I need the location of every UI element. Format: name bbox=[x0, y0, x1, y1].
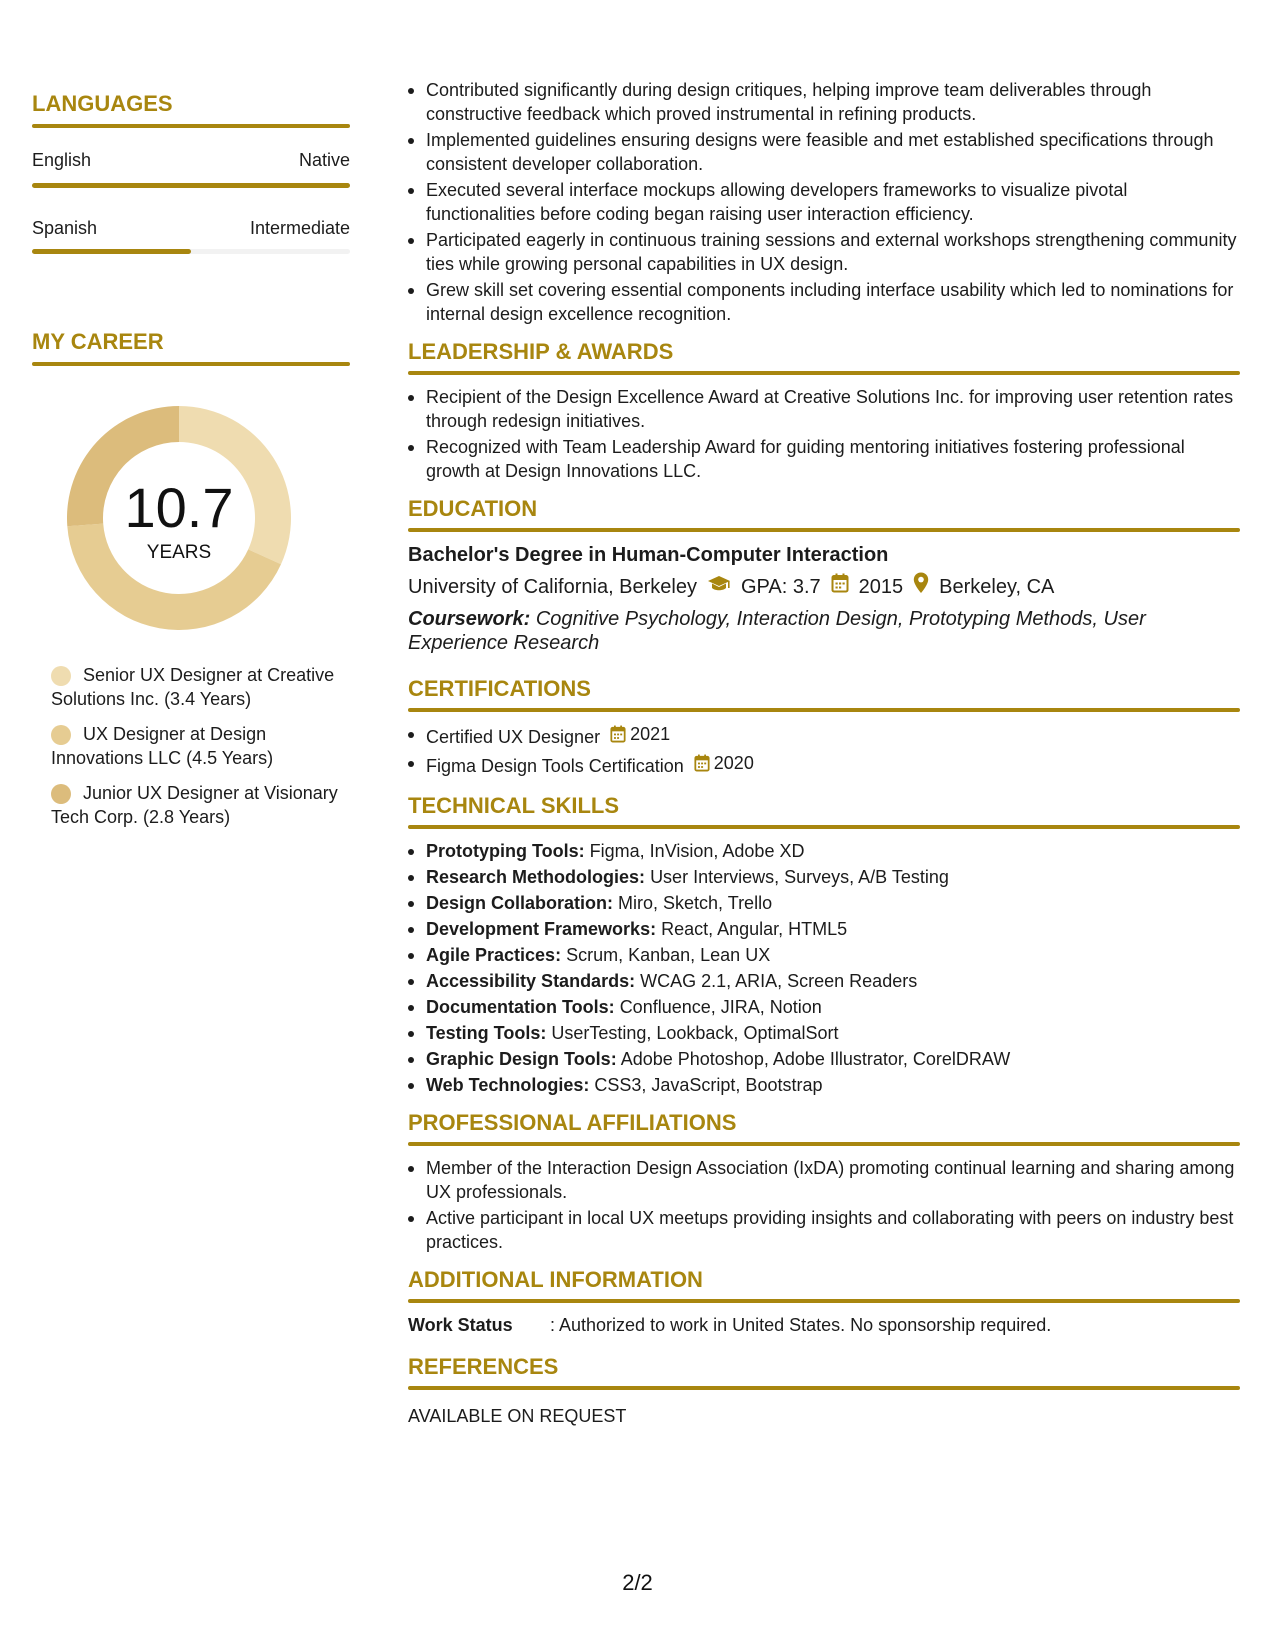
school-name: University of California, Berkeley bbox=[408, 575, 697, 598]
language-spanish bbox=[32, 217, 350, 254]
education-details bbox=[408, 572, 1240, 601]
language-bar-fill bbox=[32, 249, 191, 254]
language-bar-fill bbox=[32, 183, 350, 188]
skill-category: Documentation Tools: bbox=[426, 997, 615, 1017]
skill-values: WCAG 2.1, ARIA, Screen Readers bbox=[640, 971, 918, 991]
certifications-section bbox=[408, 675, 1240, 778]
skill-item bbox=[408, 943, 1240, 967]
language-english bbox=[32, 149, 350, 188]
skill-category: Accessibility Standards: bbox=[426, 971, 636, 991]
career-total-unit: YEARS bbox=[146, 542, 212, 563]
section-divider bbox=[32, 362, 350, 366]
career-total-value: 10.7 bbox=[124, 476, 234, 539]
references-text: AVAILABLE ON REQUEST bbox=[408, 1406, 627, 1426]
work-status-row bbox=[408, 1313, 1240, 1337]
legend-label: Senior UX Designer at Creative Solutions Inc. (3.4 Years) bbox=[51, 665, 335, 709]
legend-dot bbox=[51, 666, 71, 686]
certification-item bbox=[408, 722, 1240, 749]
skill-item bbox=[408, 1021, 1240, 1045]
skill-item bbox=[408, 1073, 1240, 1097]
language-level: Intermediate bbox=[249, 218, 350, 238]
section-divider bbox=[408, 825, 1240, 829]
skill-values: User Interviews, Surveys, A/B Testing bbox=[650, 867, 949, 887]
language-bar bbox=[32, 183, 350, 188]
bullet-item: Participated eagerly in continuous training sessions and external workshops strengthening community ties while growing personal capabilities in UX design. bbox=[408, 228, 1240, 276]
additional-section bbox=[408, 1266, 1240, 1337]
legend-item bbox=[51, 663, 341, 711]
legend-dot bbox=[51, 725, 71, 745]
skills-section bbox=[408, 792, 1240, 1097]
section-divider bbox=[408, 528, 1240, 532]
bullet-item: Contributed significantly during design critiques, helping improve team deliverables through constructive feedback which proved instrumental in refining products. bbox=[408, 78, 1240, 126]
skill-category: Testing Tools: bbox=[426, 1023, 547, 1043]
coursework-list: Cognitive Psychology, Interaction Design, Prototyping Methods, User Experience Research bbox=[408, 608, 1146, 654]
right-column bbox=[408, 78, 1240, 1428]
gpa: GPA: 3.7 bbox=[741, 575, 821, 598]
skill-item bbox=[408, 839, 1240, 863]
skill-item bbox=[408, 969, 1240, 993]
bullet-item: Grew skill set covering essential components including interface usability which led to nominations for internal design excellence recognition. bbox=[408, 278, 1240, 326]
legend-dot bbox=[51, 784, 71, 804]
map-pin-icon bbox=[913, 572, 929, 601]
page-number: 2/2 bbox=[622, 1570, 653, 1595]
skill-category: Agile Practices: bbox=[426, 945, 562, 965]
language-name: Spanish bbox=[32, 218, 98, 238]
affiliations-section bbox=[408, 1109, 1240, 1254]
additional-title: ADDITIONAL INFORMATION bbox=[408, 1267, 703, 1292]
skill-item bbox=[408, 1047, 1240, 1071]
skill-values: UserTesting, Lookback, OptimalSort bbox=[551, 1023, 839, 1043]
skill-category: Graphic Design Tools: bbox=[426, 1049, 617, 1069]
education-title: EDUCATION bbox=[408, 496, 538, 521]
skill-category: Web Technologies: bbox=[426, 1075, 590, 1095]
skill-category: Development Frameworks: bbox=[426, 919, 657, 939]
language-name: English bbox=[32, 150, 92, 170]
graduation-year: 2015 bbox=[858, 575, 904, 598]
skill-values: Figma, InVision, Adobe XD bbox=[589, 841, 805, 861]
skill-category: Design Collaboration: bbox=[426, 893, 614, 913]
skill-values: Adobe Photoshop, Adobe Illustrator, CorelDRAW bbox=[620, 1049, 1011, 1069]
certifications-title: CERTIFICATIONS bbox=[408, 676, 591, 701]
section-divider bbox=[32, 124, 350, 128]
work-status-label: Work Status bbox=[408, 1315, 513, 1335]
skill-item bbox=[408, 891, 1240, 915]
section-divider bbox=[408, 1386, 1240, 1390]
references-title: REFERENCES bbox=[408, 1354, 559, 1379]
skills-title: TECHNICAL SKILLS bbox=[408, 793, 620, 818]
skill-values: Miro, Sketch, Trello bbox=[618, 893, 773, 913]
graduation-cap-icon bbox=[707, 574, 731, 600]
language-level: Native bbox=[298, 150, 350, 170]
references-section bbox=[408, 1353, 1240, 1428]
certification-year: 2021 bbox=[630, 724, 671, 744]
certification-item bbox=[408, 751, 1240, 778]
career-donut-chart bbox=[67, 406, 291, 630]
skill-values: Confluence, JIRA, Notion bbox=[619, 997, 822, 1017]
section-divider bbox=[408, 1299, 1240, 1303]
skill-values: CSS3, JavaScript, Bootstrap bbox=[594, 1075, 823, 1095]
calendar-icon bbox=[831, 573, 849, 600]
skill-category: Prototyping Tools: bbox=[426, 841, 585, 861]
coursework bbox=[408, 607, 1240, 655]
bullet-item: Recognized with Team Leadership Award for guiding mentoring initiatives fostering professional growth at Design Innovations LLC. bbox=[408, 435, 1240, 483]
affiliations-title: PROFESSIONAL AFFILIATIONS bbox=[408, 1110, 737, 1135]
experience-bullets bbox=[408, 78, 1240, 326]
certification-name: Certified UX Designer bbox=[426, 727, 601, 747]
career-title: MY CAREER bbox=[32, 329, 164, 354]
bullet-item: Active participant in local UX meetups providing insights and collaborating with peers on industry best practices. bbox=[408, 1206, 1240, 1254]
leadership-title: LEADERSHIP & AWARDS bbox=[408, 339, 674, 364]
legend-item bbox=[51, 722, 341, 770]
section-divider bbox=[408, 371, 1240, 375]
skill-item bbox=[408, 865, 1240, 889]
calendar-icon bbox=[694, 754, 710, 772]
calendar-icon bbox=[610, 725, 626, 743]
legend-label: Junior UX Designer at Visionary Tech Corp. (2.8 Years) bbox=[51, 783, 338, 827]
career-legend bbox=[51, 663, 341, 829]
degree-title: Bachelor's Degree in Human-Computer Interaction bbox=[408, 544, 889, 566]
skill-item bbox=[408, 917, 1240, 941]
legend-item bbox=[51, 781, 341, 829]
left-column bbox=[32, 90, 350, 840]
section-divider bbox=[408, 708, 1240, 712]
legend-label: UX Designer at Design Innovations LLC (4.5 Years) bbox=[51, 724, 274, 768]
skill-category: Research Methodologies: bbox=[426, 867, 646, 887]
certification-name: Figma Design Tools Certification bbox=[426, 756, 684, 776]
language-bar bbox=[32, 249, 350, 254]
leadership-section bbox=[408, 338, 1240, 483]
bullet-item: Executed several interface mockups allowing developers frameworks to visualize pivotal functionalities before coding began raising user interaction efficiency. bbox=[408, 178, 1240, 226]
languages-title: LANGUAGES bbox=[32, 91, 173, 116]
work-status-value: : Authorized to work in United States. No sponsorship required. bbox=[550, 1315, 1052, 1335]
skill-values: Scrum, Kanban, Lean UX bbox=[566, 945, 771, 965]
education-section bbox=[408, 495, 1240, 655]
coursework-label: Coursework: bbox=[408, 608, 531, 630]
location: Berkeley, CA bbox=[939, 575, 1055, 598]
section-divider bbox=[408, 1142, 1240, 1146]
skill-item bbox=[408, 995, 1240, 1019]
skill-values: React, Angular, HTML5 bbox=[661, 919, 848, 939]
bullet-item: Member of the Interaction Design Association (IxDA) promoting continual learning and sharing among UX professionals. bbox=[408, 1156, 1240, 1204]
bullet-item: Implemented guidelines ensuring designs were feasible and met established specifications through consistent developer collaboration. bbox=[408, 128, 1240, 176]
certification-year: 2020 bbox=[713, 753, 754, 773]
bullet-item: Recipient of the Design Excellence Award at Creative Solutions Inc. for improving user retention rates through redesign initiatives. bbox=[408, 385, 1240, 433]
